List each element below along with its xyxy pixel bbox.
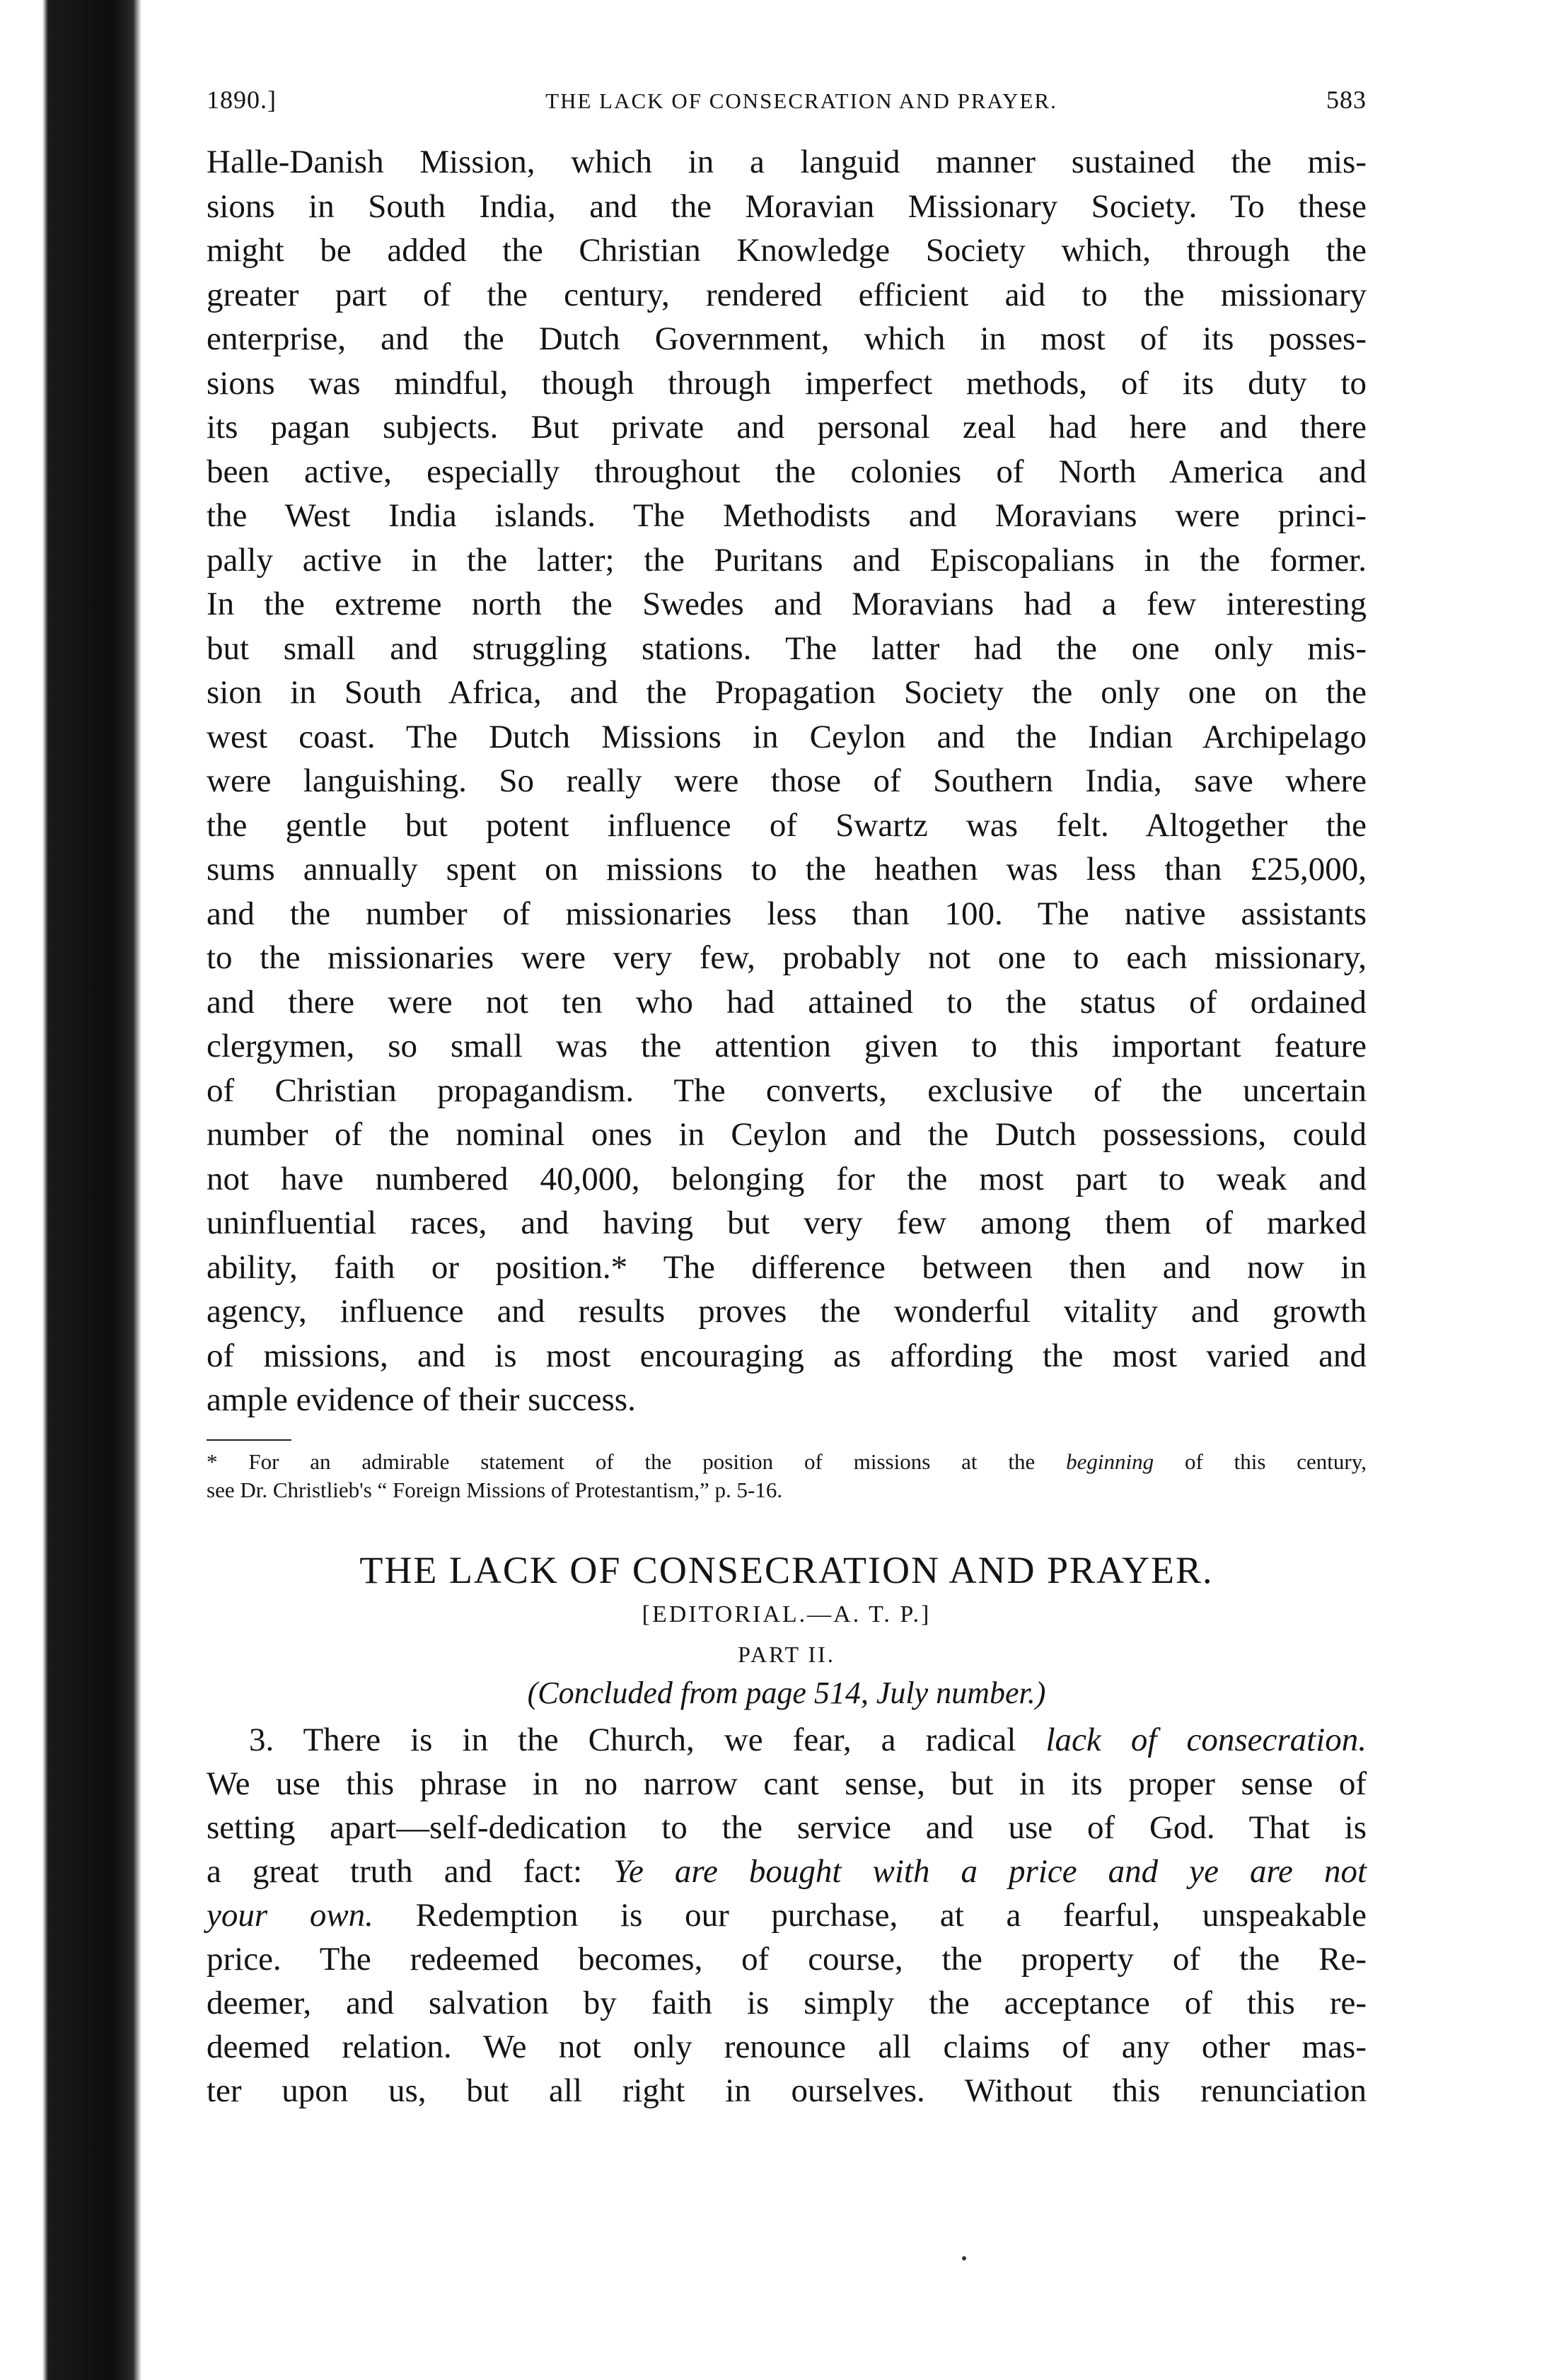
continuation-note: (Concluded from page 514, July number.)	[527, 1675, 1046, 1710]
text-line: number of the nominal ones in Ceylon and the Dutch possessions, could	[207, 1116, 1367, 1153]
text-line: and the number of missionaries less than 100. The native assistants	[207, 895, 1367, 932]
footnote-line-1	[207, 1448, 1367, 1476]
text-line: enterprise, and the Dutch Government, which in most of its posses-	[207, 320, 1367, 357]
scan-binding-edge	[0, 0, 149, 2380]
book-page	[207, 85, 1367, 2113]
text-line: clergymen, so small was the attention given to this important feature	[207, 1028, 1367, 1064]
paragraph-missions-history	[207, 140, 1367, 1422]
text-line: its pagan subjects. But private and personal zeal had here and there	[207, 409, 1367, 446]
article-byline: [EDITORIAL.—A. T. P.]	[642, 1601, 932, 1627]
text-line: of missions, and is most encouraging as affording the most varied and	[207, 1337, 1367, 1374]
running-title: THE LACK OF CONSECRATION AND PRAYER.	[545, 88, 1057, 113]
text-line: uninfluential races, and having but very few among them of marked	[207, 1204, 1367, 1241]
print-speck	[962, 2256, 966, 2260]
text-line: but small and struggling stations. The latter had the one only mis-	[207, 629, 1367, 667]
text-line: pally active in the latter; the Puritans and Episcopalians in the former.	[207, 541, 1367, 579]
text-line	[207, 1718, 1367, 1762]
text-line: agency, influence and results proves the wonderful vitality and growth	[207, 1293, 1367, 1330]
text-line: deemed relation. We not only renounce all claims of any other mas-	[207, 2028, 1367, 2065]
footnote-text: of this century,	[1154, 1449, 1367, 1474]
text-emphasis: lack of consecration.	[1045, 1721, 1367, 1758]
text-run: a great truth and fact:	[207, 1852, 614, 1890]
text-line: and there were not ten who had attained to the status of ordained	[207, 983, 1367, 1021]
text-line: been active, especially throughout the colonies of North America and	[207, 453, 1367, 490]
paragraph-consecration	[207, 1718, 1367, 2113]
text-line: deemer, and salvation by faith is simply the acceptance of this re-	[207, 1984, 1367, 2021]
year-label: 1890.]	[207, 86, 277, 114]
footnote-emphasis: beginning	[1066, 1449, 1154, 1474]
footnote-divider	[207, 1439, 291, 1441]
text-line: the gentle but potent influence of Swartz was felt. Altogether the	[207, 806, 1367, 844]
text-line: the West India islands. The Methodists and Moravians were princi-	[207, 497, 1367, 534]
text-line: In the extreme north the Swedes and Moravians had a few interesting	[207, 586, 1367, 622]
text-line: price. The redeemed becomes, of course, the property of the Re-	[207, 1940, 1367, 1978]
text-run: 3. There is in the Church, we fear, a radical	[249, 1721, 1046, 1758]
footnote-line-2: see Dr. Christlieb's “ Foreign Missions of Protestantism,” p. 5-16.	[207, 1477, 783, 1502]
text-line: We use this phrase in no narrow cant sense, but in its proper sense of	[207, 1765, 1367, 1802]
text-line: setting apart—self-dedication to the service and use of God. That is	[207, 1809, 1367, 1846]
text-line: ample evidence of their success.	[207, 1381, 636, 1418]
footnote	[207, 1448, 1367, 1504]
text-line: sums annually spent on missions to the heathen was less than £25,000,	[207, 851, 1367, 888]
article-part: PART II.	[738, 1641, 835, 1667]
text-line: might be added the Christian Knowledge Society which, through the	[207, 232, 1367, 269]
text-line	[207, 1893, 1367, 1937]
text-line: to the missionaries were very few, probably not one to each missionary,	[207, 939, 1367, 976]
running-head	[207, 85, 1367, 115]
text-line: sion in South Africa, and the Propagation Society the only one on the	[207, 674, 1367, 711]
text-line: sions was mindful, though through imperfect methods, of its duty to	[207, 364, 1367, 402]
text-emphasis: Ye are bought with a price and ye are not	[613, 1852, 1367, 1890]
text-line: Halle-Danish Mission, which in a languid manner sustained the mis-	[207, 144, 1367, 180]
text-emphasis: your own.	[207, 1896, 373, 1934]
page-number: 583	[1326, 86, 1367, 114]
article-title: THE LACK OF CONSECRATION AND PRAYER.	[359, 1548, 1214, 1591]
text-line: not have numbered 40,000, belonging for the most part to weak and	[207, 1160, 1367, 1197]
text-line: were languishing. So really were those of Southern India, save where	[207, 762, 1367, 799]
text-line: ability, faith or position.* The difference between then and now in	[207, 1248, 1367, 1286]
text-line: sions in South India, and the Moravian Missionary Society. To these	[207, 187, 1367, 225]
text-line: ter upon us, but all right in ourselves. Without this renunciation	[207, 2072, 1367, 2109]
footnote-text: * For an admirable statement of the position of missions at the	[207, 1449, 1067, 1474]
text-line: greater part of the century, rendered efficient aid to the missionary	[207, 276, 1367, 313]
text-run: Redemption is our purchase, at a fearful, unspeakable	[373, 1896, 1367, 1934]
text-line	[207, 1850, 1367, 1893]
article-heading	[207, 1547, 1367, 1714]
text-line: of Christian propagandism. The converts, exclusive of the uncertain	[207, 1072, 1367, 1109]
text-line: west coast. The Dutch Missions in Ceylon and the Indian Archipelago	[207, 718, 1367, 755]
